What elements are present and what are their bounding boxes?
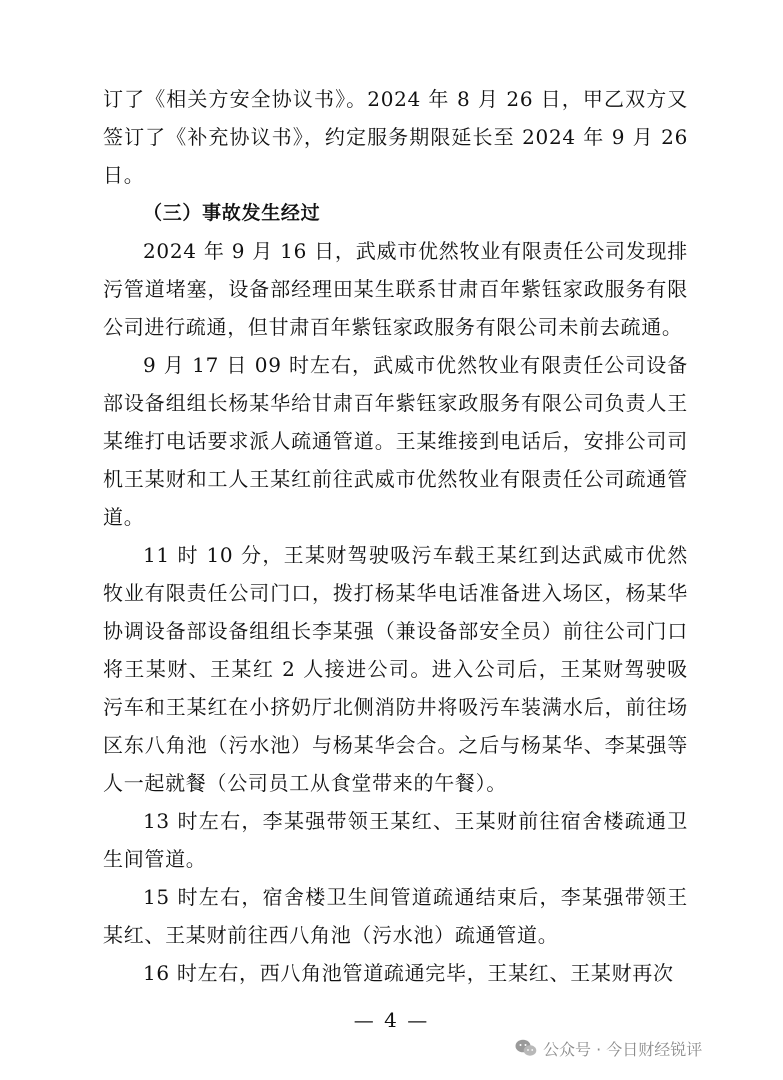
section-heading: （三）事故发生经过 xyxy=(143,202,321,224)
watermark-text: 公众号 · 今日财经锐评 xyxy=(543,1039,703,1059)
paragraph-13-00: 13 时左右，李某强带领王某红、王某财前往宿舍楼疏通卫生间管道。 xyxy=(103,809,688,871)
paragraph-11-10: 11 时 10 分，王某财驾驶吸污车载王某红到达武威市优然牧业有限责任公司门口，拨打杨某华电话准备进入场区，杨某华协调设备部设备组组长李某强（兼设备部安全员）前往公司门口将王某财、王某红 2 人接进公司。进入公司后，王某财驾驶吸污车和王某红在小挤奶厅北侧消防井将吸污车装满水后，前往场区东八角池（污水池）与杨某华会合。之后与杨某华、李某强等人一起就餐（公司员工从食堂带来的午餐）。 xyxy=(103,543,688,795)
paragraph-agreement-continued: 订了《相关方安全协议书》。2024 年 8 月 26 日，甲乙双方又签订了《补充协议书》，约定服务期限延长至 2024 年 9 月 26 日。 xyxy=(103,87,688,187)
paragraph-15-00: 15 时左右，宿舍楼卫生间管道疏通结束后，李某强带领王某红、王某财前往西八角池（污水池）疏通管道。 xyxy=(103,885,688,947)
page-number: — 4 — xyxy=(353,1008,430,1032)
wechat-icon xyxy=(515,1039,537,1057)
paragraph-sept-17: 9 月 17 日 09 时左右，武威市优然牧业有限责任公司设备部设备组组长杨某华给甘肃百年紫钰家政服务有限公司负责人王某维打电话要求派人疏通管道。王某维接到电话后，安排公司司机王某财和工人王某红前往武威市优然牧业有限责任公司疏通管道。 xyxy=(103,353,688,529)
paragraph-sept-16: 2024 年 9 月 16 日，武威市优然牧业有限责任公司发现排污管道堵塞，设备部经理田某生联系甘肃百年紫钰家政服务有限公司进行疏通，但甘肃百年紫钰家政服务有限公司未前去疏通。 xyxy=(103,239,688,339)
paragraph-16-00: 16 时左右，西八角池管道疏通完毕，王某红、王某财再次 xyxy=(143,961,674,985)
watermark xyxy=(515,1035,702,1061)
document-body xyxy=(103,80,688,992)
